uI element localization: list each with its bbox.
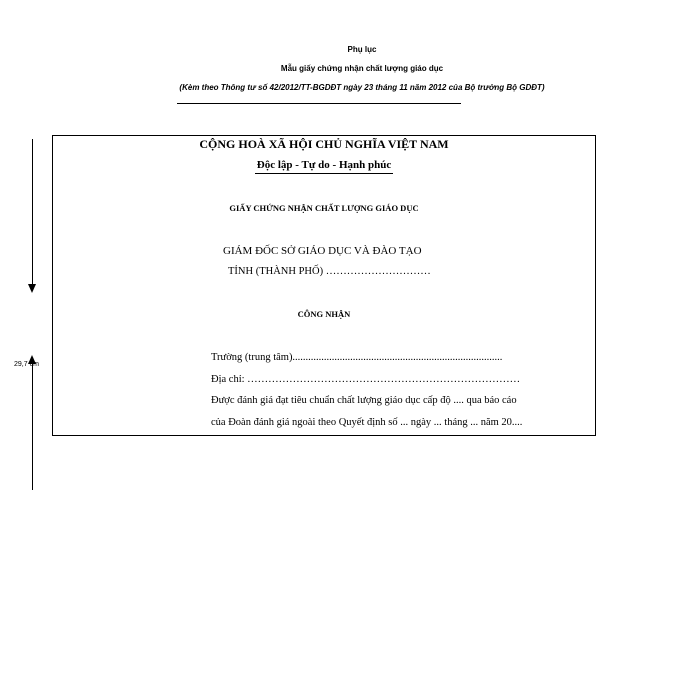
motto-text: Độc lập - Tự do - Hạnh phúc [255,159,393,174]
certificate-title: GIẤY CHỨNG NHẬN CHẤT LƯỢNG GIÁO DỤC [229,203,419,213]
arrow-up-icon [28,355,36,364]
reference-note: (Kèm theo Thông tư số 42/2012/TT-BGDĐT ngày 23 tháng 11 năm 2012 của Bộ trưởng Bộ GDĐT) [179,83,545,92]
dimension-line-top [32,139,33,284]
appendix-label: Phụ lục [347,45,377,54]
address-line: Địa chỉ: …………………………………………………………………… [211,374,521,385]
header-divider [177,103,461,104]
motto [52,159,596,174]
recognition-heading: CÔNG NHẬN [297,309,351,319]
certificate-frame [52,135,596,436]
school-line: Trường (trung tâm)................................................................................ [211,352,503,363]
nation-name: CỘNG HOÀ XÃ HỘI CHỦ NGHĨA VIỆT NAM [199,137,449,151]
form-title: Mẫu giấy chứng nhận chất lượng giáo dục [280,64,444,73]
issuer-province: TỈNH (THÀNH PHỐ) ………………………… [228,266,431,277]
arrow-down-icon [28,284,36,293]
dimension-label: 29,7 cm [14,361,39,368]
dimension-line-bottom [32,364,33,490]
evaluation-line: Được đánh giá đạt tiêu chuẩn chất lượng giáo dục cấp độ .... qua báo cáo [211,395,517,406]
decision-line: của Đoàn đánh giá ngoài theo Quyết định số ... ngày ... tháng ... năm 20.... [211,417,523,428]
issuer-director: GIÁM ĐỐC SỞ GIÁO DỤC VÀ ĐÀO TẠO [223,245,422,257]
